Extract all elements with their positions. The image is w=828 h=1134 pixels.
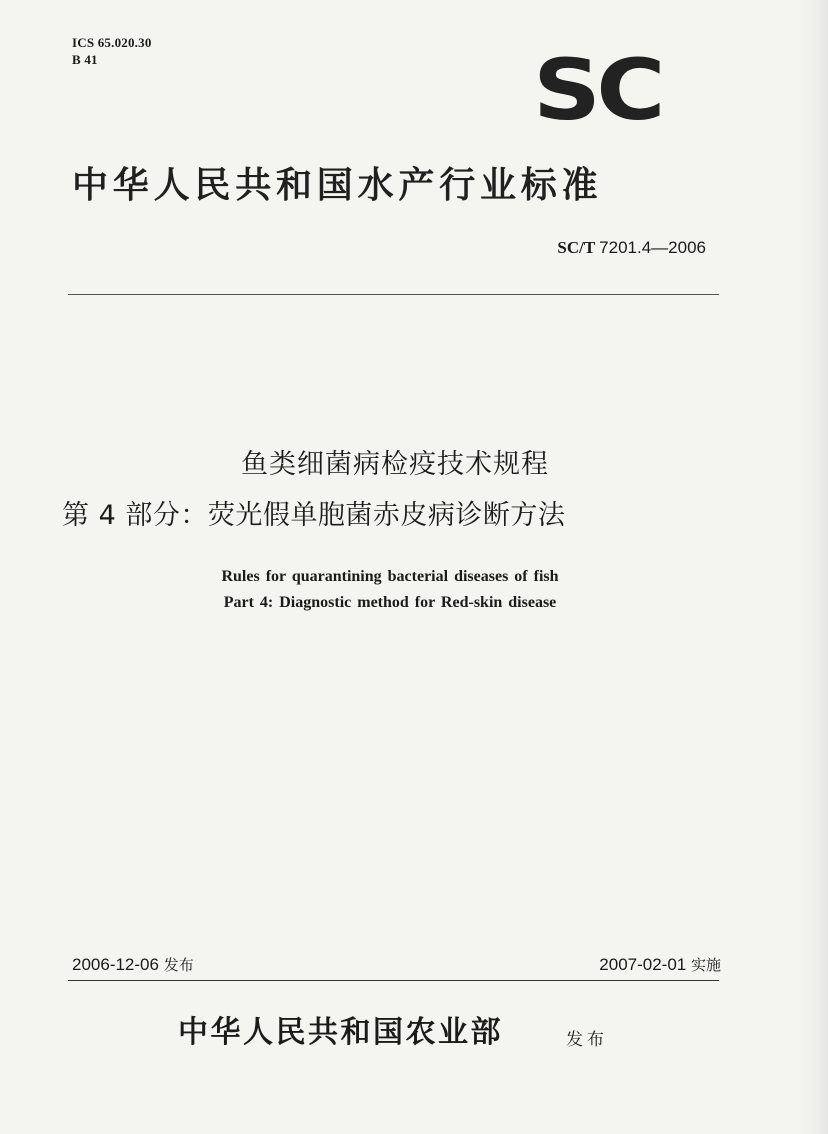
- standard-category-title: 中华人民共和国水产行业标准: [72, 165, 603, 206]
- ics-code: ICS 65.020.30: [72, 35, 152, 50]
- footer-divider: [68, 980, 719, 981]
- standard-number-prefix: SC/T: [557, 238, 595, 257]
- classification-code: B 41: [72, 52, 98, 67]
- effective-date: 2007-02-01: [599, 955, 687, 974]
- english-title-line2: Part 4: Diagnostic method for Red-skin disease: [223, 594, 557, 611]
- page-edge-shadow: [798, 0, 828, 1134]
- sc-logo: SC: [533, 41, 661, 139]
- issue-date-block: [72, 954, 194, 975]
- issue-date-label: 发布: [163, 956, 194, 974]
- effective-date-block: [599, 954, 721, 975]
- standard-number-value: 7201.4—2006: [599, 238, 706, 257]
- ics-block: [72, 34, 152, 68]
- header-divider: [68, 294, 719, 295]
- issue-date: 2006-12-06: [72, 955, 159, 974]
- issuer-name: 中华人民共和国农业部: [178, 1015, 503, 1050]
- effective-date-label: 实施: [690, 956, 721, 974]
- standard-number: [557, 238, 706, 258]
- english-title-line1: Rules for quarantining bacterial diseases of fish: [221, 568, 559, 585]
- issuer-label: 发布: [566, 1030, 608, 1050]
- chinese-title-line2: 第 4 部分：荧光假单胞菌赤皮病诊断方法: [62, 500, 566, 531]
- chinese-title-line1: 鱼类细菌病检疫技术规程: [241, 449, 549, 480]
